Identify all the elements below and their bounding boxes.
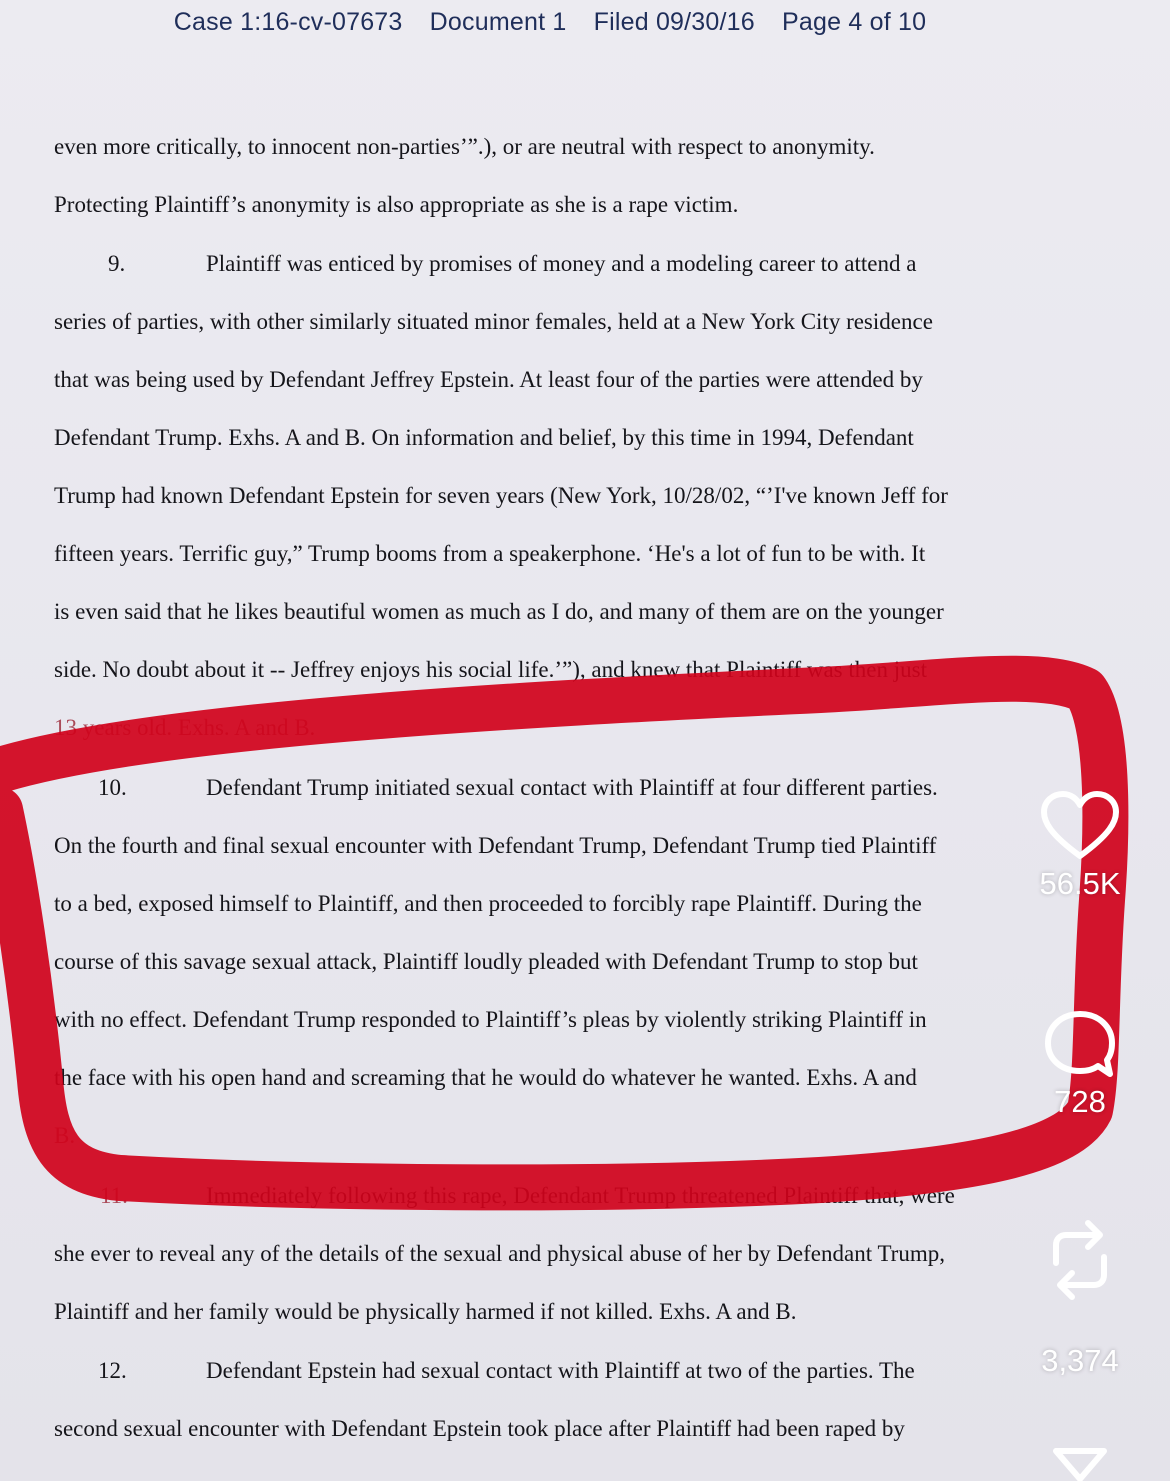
paragraph-number: 10. — [98, 775, 127, 800]
text-line: with no effect. Defendant Trump responded to Plaintiff’s pleas by violently striking Plaintiff in — [54, 1007, 927, 1032]
text-line: Trump had known Defendant Epstein for seven years (New York, 10/28/02, “’I've known Jeff for — [54, 483, 948, 508]
like-count: 56.5K — [1039, 866, 1121, 901]
paragraph-number: 12. — [98, 1358, 127, 1383]
text-line: Protecting Plaintiff’s anonymity is also appropriate as she is a rape victim. — [54, 192, 739, 217]
case-number: Case 1:16-cv-07673 — [173, 8, 403, 36]
text-line: course of this savage sexual attack, Plaintiff loudly pleaded with Defendant Trump to stop but — [54, 949, 918, 974]
page-number: Page 4 of 10 — [782, 8, 927, 36]
repost-count: 3,374 — [1041, 1343, 1119, 1378]
text-line: Plaintiff was enticed by promises of money and a modeling career to attend a — [206, 251, 917, 276]
text-line: second sexual encounter with Defendant Epstein took place after Plaintiff had been raped by — [54, 1416, 905, 1441]
text-line: Plaintiff and her family would be physically harmed if not killed. Exhs. A and B. — [54, 1299, 797, 1324]
text-line: Defendant Epstein had sexual contact with Plaintiff at two of the parties. The — [206, 1358, 915, 1383]
text-line: she ever to reveal any of the details of the sexual and physical abuse of her by Defendant Trump, — [54, 1241, 945, 1266]
text-line: is even said that he likes beautiful women as much as I do, and many of them are on the younger — [54, 599, 944, 624]
text-line: the face with his open hand and screaming that he would do whatever he wanted. Exhs. A and — [54, 1065, 917, 1090]
paragraph-number: 9. — [108, 251, 126, 276]
comment-count: 728 — [1054, 1084, 1106, 1119]
text-line: Defendant Trump. Exhs. A and B. On information and belief, by this time in 1994, Defendant — [54, 425, 914, 450]
like-action[interactable] — [1025, 790, 1135, 902]
text-line: Immediately following this rape, Defendant Trump threatened Plaintiff that, were — [206, 1183, 955, 1208]
text-line: side. No doubt about it -- Jeffrey enjoys his social life.’”), and knew that Plaintiff was then just — [54, 657, 927, 682]
share-icon[interactable] — [1040, 1445, 1120, 1481]
paragraph-number: 11. — [100, 1183, 128, 1208]
comment-bubble-icon[interactable] — [1042, 1008, 1118, 1080]
text-line: series of parties, with other similarly situated minor females, held at a New York City residence — [54, 309, 933, 334]
text-line: 13 years old. Exhs. A and B. — [54, 715, 316, 740]
heart-icon[interactable] — [1040, 790, 1120, 862]
document-header — [0, 8, 1100, 37]
text-line: Defendant Trump initiated sexual contact with Plaintiff at four different parties. — [206, 775, 938, 800]
filed-date: Filed 09/30/16 — [593, 8, 755, 36]
text-line: B. — [54, 1123, 76, 1148]
text-line: even more critically, to innocent non-parties’”.), or are neutral with respect to anonymity. — [54, 134, 875, 159]
repost-action[interactable] — [1025, 1215, 1135, 1379]
text-line: On the fourth and final sexual encounter with Defendant Trump, Defendant Trump tied Plaintiff — [54, 833, 937, 858]
text-line: fifteen years. Terrific guy,” Trump booms from a speakerphone. ‘He's a lot of fun to be with. It — [54, 541, 926, 566]
document-number: Document 1 — [429, 8, 567, 36]
repost-icon[interactable] — [1042, 1215, 1118, 1305]
text-line: that was being used by Defendant Jeffrey Epstein. At least four of the parties were attended by — [54, 367, 923, 392]
comment-action[interactable] — [1025, 1008, 1135, 1120]
share-action[interactable] — [1025, 1445, 1135, 1481]
text-line: to a bed, exposed himself to Plaintiff, and then proceeded to forcibly rape Plaintiff. During the — [54, 891, 922, 916]
